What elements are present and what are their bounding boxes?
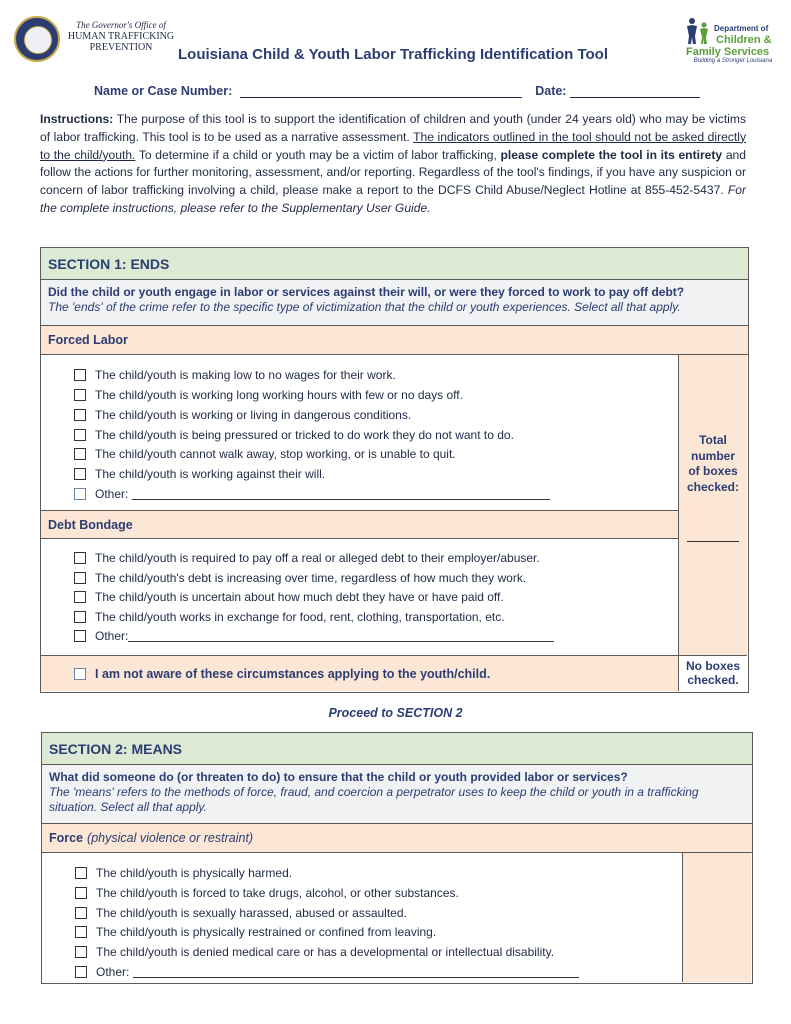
not-aware-label: I am not aware of these circumstances applying to the youth/child. xyxy=(95,666,491,681)
checkbox[interactable] xyxy=(75,966,87,978)
list-item[interactable] xyxy=(74,388,463,402)
total-label-2: number xyxy=(690,448,735,463)
item-label: The child/youth is working against their will. xyxy=(95,467,326,481)
name-field[interactable] xyxy=(240,86,522,98)
other-input[interactable] xyxy=(128,630,554,642)
dcfs-line1: Department of xyxy=(714,24,769,33)
instructions-label: Instructions: xyxy=(40,112,114,126)
forced-labor-list xyxy=(41,355,678,510)
debt-bondage-list xyxy=(41,539,678,655)
other-item[interactable] xyxy=(75,965,579,979)
item-label: The child/youth is working long working hours with few or no days off. xyxy=(95,388,463,402)
list-item[interactable] xyxy=(74,610,505,624)
office-line3: PREVENTION xyxy=(89,42,153,53)
governor-office-logo xyxy=(14,14,174,64)
checkbox[interactable] xyxy=(74,552,86,564)
list-item[interactable] xyxy=(75,945,554,959)
total-label xyxy=(679,433,747,495)
item-label: The child/youth cannot walk away, stop working, or is unable to quit. xyxy=(95,447,456,461)
dcfs-line2 xyxy=(716,34,772,46)
item-label: The child/youth is making low to no wages for their work. xyxy=(95,368,396,382)
item-label: The child/youth is sexually harassed, abused or assaulted. xyxy=(96,906,407,920)
item-label: The child/youth is required to pay off a real or alleged debt to their employer/abuser. xyxy=(95,551,540,565)
total-label-4: checked: xyxy=(686,479,740,494)
other-input[interactable] xyxy=(132,488,550,500)
total-column xyxy=(678,355,747,655)
section1-box xyxy=(40,247,749,693)
item-label: The child/youth is working or living in dangerous conditions. xyxy=(95,408,412,422)
checkbox[interactable] xyxy=(74,611,86,623)
item-label: The child/youth is being pressured or tricked to do work they do not want to do. xyxy=(95,428,514,442)
not-aware-row[interactable] xyxy=(41,655,678,691)
date-label: Date: xyxy=(535,84,567,98)
dcfs-line3: Family Services xyxy=(686,46,770,58)
instructions-underlined: The indicators outlined in the tool should not be asked directly to the child/youth. xyxy=(40,129,746,162)
checkbox[interactable] xyxy=(75,867,87,879)
checkbox[interactable] xyxy=(74,448,86,460)
checkbox[interactable] xyxy=(74,488,86,500)
force-heading-note: (physical violence or restraint) xyxy=(87,831,254,845)
list-item[interactable] xyxy=(74,447,456,461)
checkbox[interactable] xyxy=(74,369,86,381)
governor-office-text xyxy=(66,20,176,53)
instructions-italic: For the complete instructions, please refer to the Supplementary User Guide. xyxy=(40,183,746,215)
item-label: The child/youth is physically restrained or confined from leaving. xyxy=(96,925,437,939)
dcfs-tagline: Building a Stronger Louisiana xyxy=(693,58,773,64)
item-label: The child/youth is denied medical care or has a developmental or intellectual disability. xyxy=(96,945,555,959)
list-item[interactable] xyxy=(74,368,396,382)
force-total-column xyxy=(682,853,751,982)
section2-question-note: The 'means' refers to the methods of force, fraud, and coercion a perpetrator uses to keep the child or youth in a trafficking situation. Select all that apply. xyxy=(49,785,699,814)
dcfs-line2-text: Children & xyxy=(716,34,772,46)
list-item[interactable] xyxy=(74,467,325,481)
list-item[interactable] xyxy=(74,571,526,585)
list-item[interactable] xyxy=(74,428,514,442)
list-item[interactable] xyxy=(75,886,459,900)
no-boxes-1: No boxes xyxy=(685,659,740,673)
section2-box xyxy=(41,732,753,984)
total-label-1: Total xyxy=(699,433,727,447)
name-date-row xyxy=(94,84,700,98)
section2-question-box xyxy=(42,765,752,824)
family-figures-icon xyxy=(684,16,714,46)
other-item[interactable] xyxy=(74,487,550,501)
state-seal-icon xyxy=(14,16,60,62)
checkbox[interactable] xyxy=(74,668,86,680)
list-item[interactable] xyxy=(75,866,292,880)
office-line1: The Governor's Office of xyxy=(76,20,166,30)
item-label: The child/youth works in exchange for food, rent, clothing, transportation, etc. xyxy=(95,610,505,624)
section1-question-note: The 'ends' of the crime refer to the specific type of victimization that the child or youth experiences. Select all that apply. xyxy=(48,300,681,314)
no-boxes-2: checked. xyxy=(687,673,739,687)
proceed-text: Proceed to SECTION 2 xyxy=(328,706,463,720)
other-item[interactable] xyxy=(74,629,554,643)
list-item[interactable] xyxy=(75,906,407,920)
section2-title: SECTION 2: MEANS xyxy=(42,733,752,765)
list-item[interactable] xyxy=(75,925,436,939)
list-item[interactable] xyxy=(74,590,504,604)
checkbox[interactable] xyxy=(74,409,86,421)
page-title: Louisiana Child & Youth Labor Trafficking Identification Tool xyxy=(178,46,609,63)
instructions-paragraph xyxy=(40,111,746,218)
dcfs-logo xyxy=(684,16,779,68)
no-boxes-cell xyxy=(678,655,747,691)
instructions-bold: please complete the tool in its entirety xyxy=(500,147,723,162)
other-input[interactable] xyxy=(133,966,579,978)
item-label: The child/youth is physically harmed. xyxy=(96,866,293,880)
checkbox[interactable] xyxy=(75,887,87,899)
checkbox[interactable] xyxy=(75,946,87,958)
item-label: The child/youth's debt is increasing over time, regardless of how much they work. xyxy=(95,571,527,585)
other-label: Other: xyxy=(95,629,129,643)
item-label: The child/youth is forced to take drugs, alcohol, or other substances. xyxy=(96,886,459,900)
name-label: Name or Case Number: xyxy=(94,84,233,98)
list-item[interactable] xyxy=(74,408,411,422)
date-field[interactable] xyxy=(570,86,700,98)
other-label: Other: xyxy=(96,965,130,979)
section2-question: What did someone do (or threaten to do) to ensure that the child or youth provided labor or services? xyxy=(49,770,628,784)
total-count-field[interactable] xyxy=(687,541,739,542)
force-list xyxy=(42,853,682,982)
checkbox[interactable] xyxy=(74,429,86,441)
instructions-p3: and follow the actions for further monitoring, assessment, and/or reporting. Regardless of the tool's findings, if you have any suspicion or concern of labor trafficking involving a child, please make a report to the DCFS Child Abuse/Neglect Hotline at 855-452-5437. xyxy=(40,147,747,198)
no-boxes-label xyxy=(679,659,747,687)
checkbox[interactable] xyxy=(74,468,86,480)
list-item[interactable] xyxy=(74,551,540,565)
instructions-p1: The purpose of this tool is to support the identification of children and youth (under 24 years old) who may be victims of labor trafficking. This tool is to be used as a narrative assessment. xyxy=(40,112,746,144)
other-label: Other: xyxy=(95,487,129,501)
total-label-3: of boxes xyxy=(688,464,738,478)
force-heading xyxy=(42,824,752,853)
section1-question: Did the child or youth engage in labor or services against their will, or were they forced to work to pay off debt? xyxy=(48,285,685,299)
debt-bondage-heading: Debt Bondage xyxy=(41,510,678,539)
forced-labor-heading: Forced Labor xyxy=(41,326,748,355)
checkbox[interactable] xyxy=(74,591,86,603)
instructions-p2: To determine if a child or youth may be a victim of labor trafficking, xyxy=(135,147,501,162)
item-label: The child/youth is uncertain about how much debt they have or have paid off. xyxy=(95,590,504,604)
checkbox[interactable] xyxy=(75,926,87,938)
force-heading-text: Force xyxy=(49,831,84,845)
section1-title: SECTION 1: ENDS xyxy=(41,248,748,280)
checkbox[interactable] xyxy=(74,630,86,642)
checkbox[interactable] xyxy=(74,389,86,401)
section1-question-box xyxy=(41,280,748,326)
office-line2: HUMAN TRAFFICKING xyxy=(67,31,175,42)
checkbox[interactable] xyxy=(75,907,87,919)
checkbox[interactable] xyxy=(74,572,86,584)
